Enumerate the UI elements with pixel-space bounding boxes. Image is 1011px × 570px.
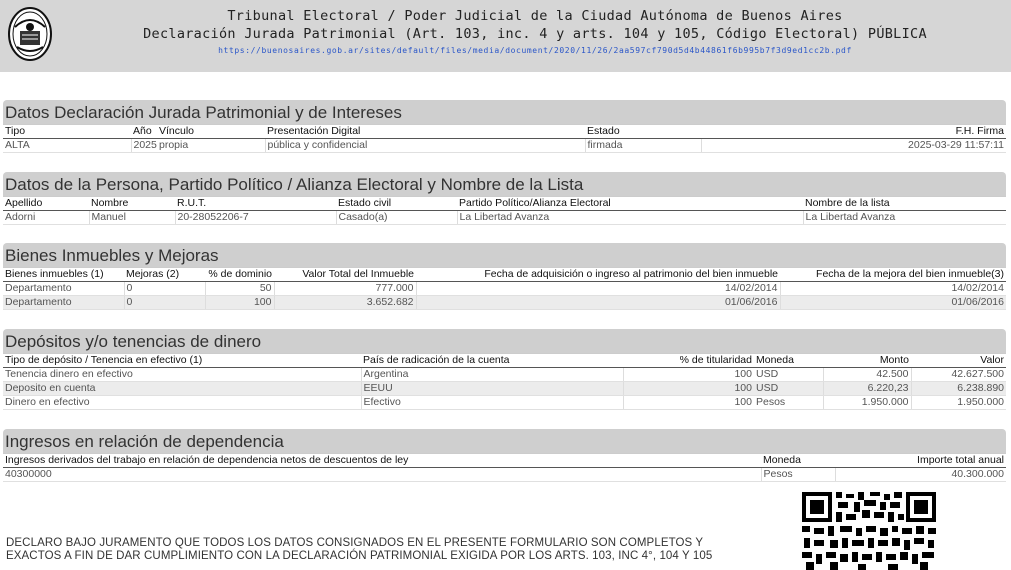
depositos-table <box>3 353 1006 410</box>
table-cell: Departamento <box>3 296 124 310</box>
col-header: Nombre de la lista <box>803 197 1006 211</box>
section-bienes <box>3 243 1006 310</box>
col-header: Importe total anual <box>835 454 1006 468</box>
table-cell: ALTA <box>3 139 131 153</box>
table-cell: 20-28052206-7 <box>175 211 336 225</box>
col-header: Nombre <box>89 197 175 211</box>
table-cell: 2025 <box>131 139 157 153</box>
table-cell: 3.652.682 <box>274 296 416 310</box>
table-cell: 6.238.890 <box>911 382 1006 396</box>
table-row <box>3 211 1006 225</box>
col-header: Bienes inmuebles (1) <box>3 268 124 282</box>
section-depositos <box>3 329 1006 410</box>
col-header: Presentación Digital <box>265 125 585 139</box>
table-cell: Deposito en cuenta <box>3 382 361 396</box>
col-header: % de dominio <box>205 268 274 282</box>
table-cell: 6.220,23 <box>823 382 911 396</box>
col-header: Ingresos derivados del trabajo en relación de dependencia netos de descuentos de ley <box>3 454 761 468</box>
table-cell: Pesos <box>761 468 835 482</box>
table-cell: 0 <box>124 282 205 296</box>
table-cell: Dinero en efectivo <box>3 396 361 410</box>
table-cell: 50 <box>205 282 274 296</box>
header-title-line1: Tribunal Electoral / Poder Judicial de la Ciudad Autónoma de Buenos Aires <box>227 8 843 24</box>
col-header: % de titularidad <box>623 354 754 368</box>
table-cell: Argentina <box>361 368 623 382</box>
col-header: Fecha de adquisición o ingreso al patrimonio del bien inmueble <box>416 268 780 282</box>
table-cell: 2025-03-29 11:57:11 <box>701 139 1006 153</box>
declaration-line2: EXACTOS A FIN DE DAR CUMPLIMIENTO CON LA DECLARACIÓN PATRIMONIAL EXIGIDA POR LOS ARTS. 103, INC 4°, 104 Y 105 <box>6 550 713 562</box>
table-cell: 40.300.000 <box>835 468 1006 482</box>
bienes-table <box>3 267 1006 310</box>
declaracion-table <box>3 124 1006 153</box>
table-cell: EEUU <box>361 382 623 396</box>
section-title: Bienes Inmuebles y Mejoras <box>3 243 1006 267</box>
table-cell: propia <box>157 139 265 153</box>
header-title-line2: Declaración Jurada Patrimonial (Art. 103, inc. 4 y arts. 104 y 105, Código Electoral) PÚBLICA <box>143 26 927 42</box>
table-cell: USD <box>754 368 823 382</box>
document-url-link[interactable]: https://buenosaires.gob.ar/sites/default/files/media/document/2020/11/26/2aa597cf790d5d4b44861f6b995b7f3d9ed1cc2b.pdf <box>218 46 852 55</box>
table-cell: 100 <box>623 368 754 382</box>
table-cell: 14/02/2014 <box>780 282 1006 296</box>
section-title: Depósitos y/o tenencias de dinero <box>3 329 1006 353</box>
section-title: Datos Declaración Jurada Patrimonial y de Intereses <box>3 100 1006 124</box>
section-title: Datos de la Persona, Partido Político / Alianza Electoral y Nombre de la Lista <box>3 172 1006 196</box>
section-ingresos <box>3 429 1006 482</box>
table-cell: 42.500 <box>823 368 911 382</box>
table-cell: 01/06/2016 <box>416 296 780 310</box>
col-header: Valor <box>911 354 1006 368</box>
section-title: Ingresos en relación de dependencia <box>3 429 1006 453</box>
table-row <box>3 382 1006 396</box>
col-header: Estado <box>585 125 701 139</box>
col-header: Moneda <box>761 454 835 468</box>
col-header: R.U.T. <box>175 197 336 211</box>
table-cell: Pesos <box>754 396 823 410</box>
declaration-text <box>6 537 746 563</box>
table-cell: 1.950.000 <box>911 396 1006 410</box>
table-cell: 42.627.500 <box>911 368 1006 382</box>
table-cell: 40300000 <box>3 468 761 482</box>
col-header: Moneda <box>754 354 823 368</box>
table-row <box>3 139 1006 153</box>
table-cell: Tenencia dinero en efectivo <box>3 368 361 382</box>
table-cell: Efectivo <box>361 396 623 410</box>
table-cell: 777.000 <box>274 282 416 296</box>
col-header: Fecha de la mejora del bien inmueble(3) <box>780 268 1006 282</box>
col-header: F.H. Firma <box>701 125 1006 139</box>
col-header: Vínculo <box>157 125 265 139</box>
table-cell: Departamento <box>3 282 124 296</box>
col-header: Valor Total del Inmueble <box>274 268 416 282</box>
city-seal-icon <box>7 5 53 63</box>
table-row <box>3 282 1006 296</box>
declaration-line1: DECLARO BAJO JURAMENTO QUE TODOS LOS DATOS CONSIGNADOS EN EL PRESENTE FORMULARIO SON COMPLETOS Y <box>6 537 704 549</box>
table-cell: Casado(a) <box>336 211 457 225</box>
table-cell: 1.950.000 <box>823 396 911 410</box>
table-cell: 01/06/2016 <box>780 296 1006 310</box>
table-cell: 14/02/2014 <box>416 282 780 296</box>
qr-code-icon <box>800 490 938 570</box>
table-cell: Manuel <box>89 211 175 225</box>
table-row <box>3 468 1006 482</box>
col-header: Partido Político/Alianza Electoral <box>457 197 803 211</box>
header-bar <box>0 0 1011 72</box>
table-cell: La Libertad Avanza <box>457 211 803 225</box>
table-row <box>3 396 1006 410</box>
col-header: País de radicación de la cuenta <box>361 354 623 368</box>
table-cell: Adorni <box>3 211 89 225</box>
table-cell: firmada <box>585 139 701 153</box>
col-header: Año <box>131 125 157 139</box>
persona-table <box>3 196 1006 225</box>
table-cell: pública y confidencial <box>265 139 585 153</box>
col-header: Estado civil <box>336 197 457 211</box>
table-cell: USD <box>754 382 823 396</box>
table-cell: 100 <box>623 396 754 410</box>
col-header: Tipo <box>3 125 131 139</box>
col-header: Tipo de depósito / Tenencia en efectivo (1) <box>3 354 361 368</box>
col-header: Mejoras (2) <box>124 268 205 282</box>
table-cell: 100 <box>623 382 754 396</box>
ingresos-table <box>3 453 1006 482</box>
col-header: Monto <box>823 354 911 368</box>
table-cell: La Libertad Avanza <box>803 211 1006 225</box>
section-declaracion <box>3 100 1006 153</box>
table-cell: 0 <box>124 296 205 310</box>
col-header: Apellido <box>3 197 89 211</box>
table-row <box>3 296 1006 310</box>
section-persona <box>3 172 1006 225</box>
table-cell: 100 <box>205 296 274 310</box>
table-row <box>3 368 1006 382</box>
